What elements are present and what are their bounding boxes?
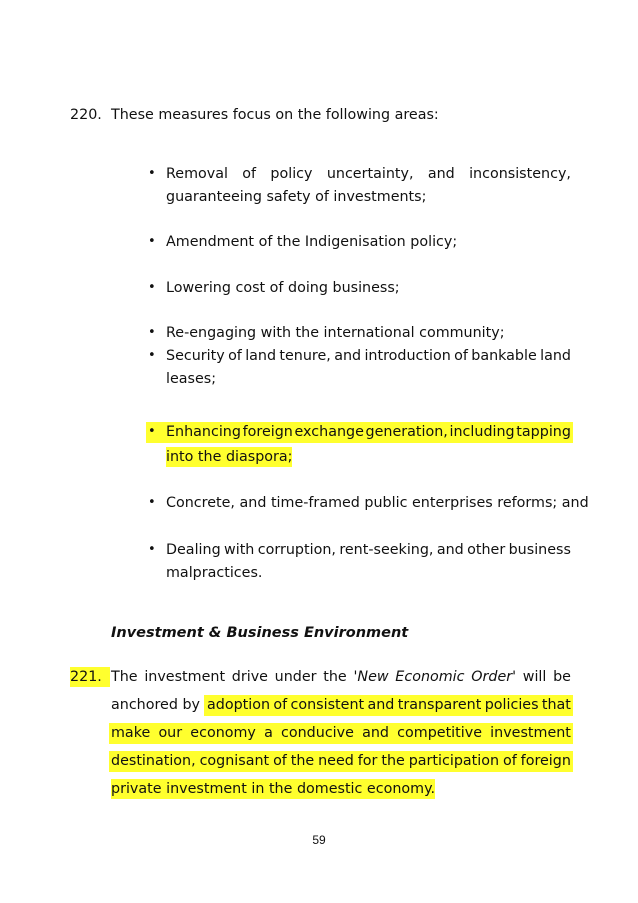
- word: and: [334, 348, 362, 364]
- word: cognisant: [199, 753, 270, 769]
- word: inconsistency,: [469, 166, 571, 182]
- word: conducive: [281, 725, 354, 741]
- bullet-8-line-2: malpractices.: [166, 565, 263, 581]
- word: competitive: [397, 725, 482, 741]
- bullet-2-text: Amendment of the Indigenisation policy;: [166, 234, 458, 250]
- word: consistent: [290, 697, 365, 713]
- word: policy: [270, 166, 313, 182]
- word: of: [242, 166, 257, 182]
- paragraph-221-line-4: [111, 751, 571, 771]
- word: land: [245, 348, 277, 364]
- bullet-5-line-2: leases;: [166, 371, 217, 387]
- word: economy: [190, 725, 256, 741]
- word: will: [522, 669, 547, 685]
- bullet-icon: •: [148, 348, 156, 363]
- word: of: [502, 753, 517, 769]
- word: adoption: [207, 697, 271, 713]
- word: drive: [231, 669, 268, 685]
- word: the: [323, 669, 347, 685]
- word: tapping: [516, 424, 571, 440]
- word: that: [541, 697, 571, 713]
- bullet-6-line-1: [166, 422, 571, 442]
- word: land: [540, 348, 571, 364]
- word: 'New: [353, 669, 389, 685]
- word: and: [436, 542, 464, 558]
- word: foreign: [520, 753, 571, 769]
- word: investment: [144, 669, 226, 685]
- word: under: [274, 669, 317, 685]
- word: Security: [166, 348, 225, 364]
- bullet-icon: •: [148, 166, 156, 181]
- word: and: [362, 725, 389, 741]
- word: destination,: [111, 753, 196, 769]
- word: investment: [490, 725, 571, 741]
- word: foreign: [242, 424, 293, 440]
- word: and: [367, 697, 395, 713]
- page-number: 59: [312, 833, 326, 847]
- word: make: [111, 725, 151, 741]
- word: tenure,: [279, 348, 331, 364]
- paragraph-221-line-1: [111, 667, 571, 687]
- word: and: [427, 166, 455, 182]
- word: business: [508, 542, 571, 558]
- word: Enhancing: [166, 424, 241, 440]
- bullet-5-line-1: [166, 346, 571, 366]
- word: other: [467, 542, 506, 558]
- word: Dealing: [166, 542, 221, 558]
- word: Economic: [395, 669, 465, 685]
- bullet-8-line-1: [166, 540, 571, 560]
- word: of: [228, 348, 242, 364]
- word: The: [111, 669, 138, 685]
- word: our: [158, 725, 183, 741]
- bullet-3-text: Lowering cost of doing business;: [166, 280, 400, 296]
- word: for: [357, 753, 378, 769]
- word: a: [264, 725, 273, 741]
- word: Order': [471, 669, 517, 685]
- paragraph-221-line-2-highlight: [207, 695, 571, 715]
- word: Removal: [166, 166, 228, 182]
- paragraph-221-line-5: private investment in the domestic economy.: [111, 781, 436, 797]
- word: bankable: [471, 348, 537, 364]
- word: including: [449, 424, 515, 440]
- paragraph-number-220: 220.: [70, 107, 102, 123]
- paragraph-221-line-2-plain: anchored by: [111, 697, 201, 713]
- word: with: [224, 542, 255, 558]
- word: introduction: [364, 348, 451, 364]
- word: of: [273, 697, 288, 713]
- bullet-4-text: Re-engaging with the international community;: [166, 325, 505, 341]
- word: of: [273, 753, 287, 769]
- word: corruption,: [257, 542, 336, 558]
- word: exchange: [294, 424, 364, 440]
- word: the: [381, 753, 405, 769]
- word: be: [553, 669, 571, 685]
- bullet-1-line-1: [166, 164, 571, 184]
- word: generation,: [365, 424, 448, 440]
- word: of: [454, 348, 468, 364]
- section-heading: Investment & Business Environment: [111, 625, 409, 641]
- bullet-icon: •: [148, 325, 156, 340]
- bullet-1-line-2: guaranteeing safety of investments;: [166, 189, 427, 205]
- paragraph-221-line-3: [111, 723, 571, 743]
- word: rent-seeking,: [339, 542, 434, 558]
- word: uncertainty,: [326, 166, 414, 182]
- paragraph-220-intro: These measures focus on the following areas:: [111, 107, 439, 123]
- word: the: [290, 753, 315, 769]
- word: transparent: [397, 697, 482, 713]
- word: policies: [484, 697, 539, 713]
- bullet-icon: •: [148, 280, 156, 295]
- bullet-icon: •: [148, 495, 156, 510]
- word: need: [318, 753, 354, 769]
- bullet-icon: •: [148, 234, 156, 249]
- bullet-6-line-2: into the diaspora;: [166, 449, 293, 465]
- bullet-icon: •: [148, 542, 156, 557]
- paragraph-number-221: 221.: [70, 667, 110, 687]
- bullet-7-text: Concrete, and time-framed public enterprises reforms; and: [166, 495, 589, 511]
- bullet-icon: •: [148, 424, 156, 439]
- word: participation: [408, 753, 500, 769]
